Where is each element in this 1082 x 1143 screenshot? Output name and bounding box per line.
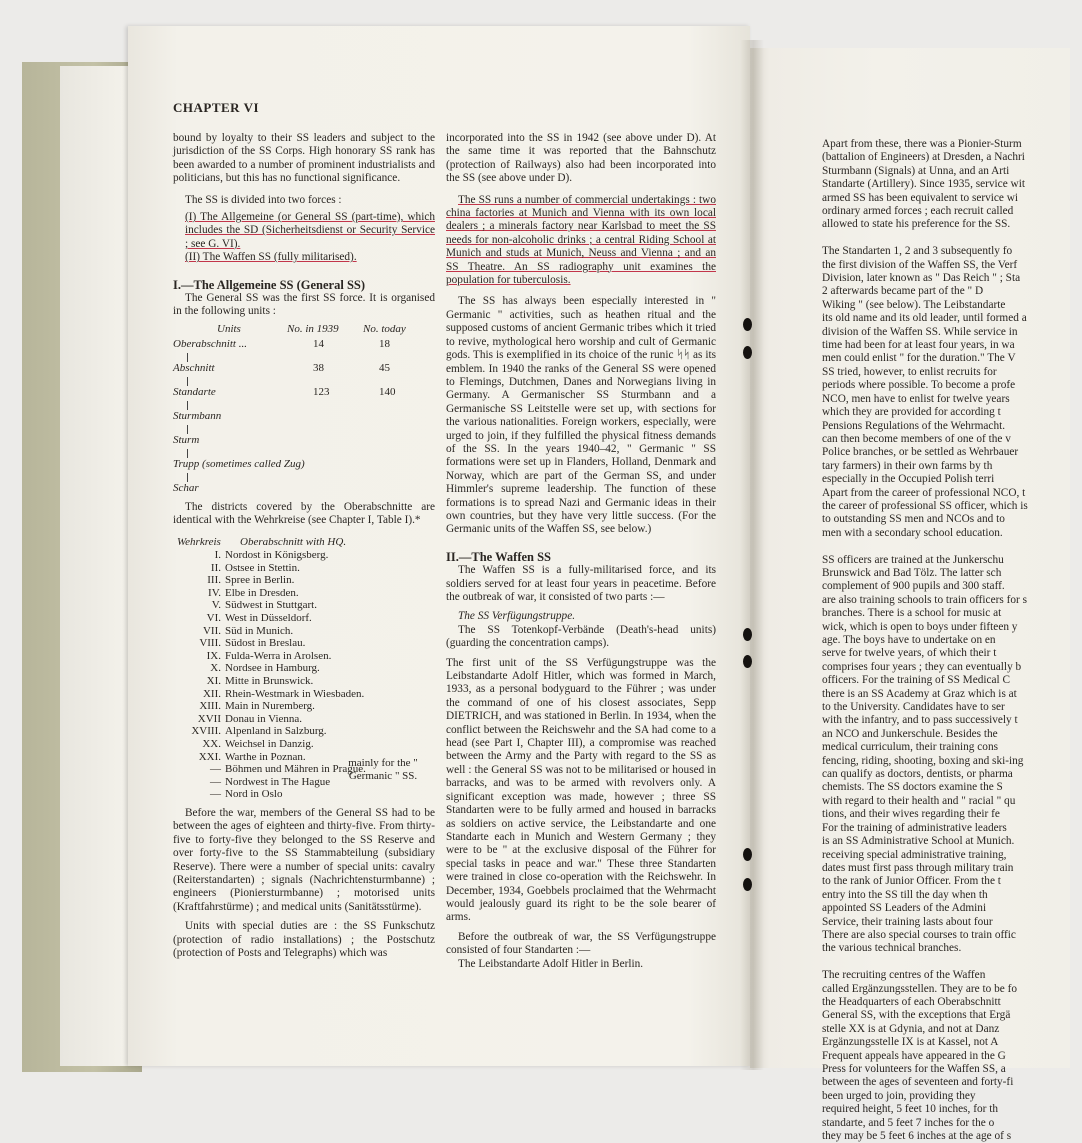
- unit-count-1939: 38: [313, 361, 324, 374]
- wehrkreis-number: XX.: [202, 738, 221, 750]
- wehrkreis-number: V.: [211, 599, 221, 612]
- paragraph-commercial: The SS runs a number of commercial undertakings : two china factories at Munich and Vienna with its own local dealers ; a minerals factory near Karlsbad to meet the SS needs for non-alcoholic drinks ; a central Riding School at Munich and studs at Munich, Neuss and Vienna ; and an SS Theatre. An SS radiography unit examines the population for tuberculosis.: [446, 193, 716, 287]
- wehrkreis-row: [183, 700, 366, 713]
- wehrkreis-number: XVII: [197, 712, 221, 725]
- text-line: Division, later known as " Das Reich " ; Sta: [822, 272, 1021, 285]
- units-table: [173, 323, 435, 497]
- wehrkreis-row: [183, 549, 366, 562]
- unit-name: Abschnitt: [173, 361, 215, 374]
- unit-row: [173, 386, 435, 401]
- text-line: with the infantry, and to pass successively t: [822, 714, 1018, 727]
- text-line: to outstanding SS men and NCOs and to: [822, 513, 1005, 526]
- oberabschnitt-hq: Mitte in Brunswick.: [225, 675, 314, 688]
- text-line: time had been for at least four years, in wa: [822, 339, 1015, 352]
- wehrkreis-row: [183, 725, 366, 738]
- text-line: [822, 232, 1082, 245]
- text-line: [822, 956, 1082, 969]
- units-header: Units No. in 1939 No. today: [217, 322, 406, 335]
- text-line: men could enlist " for the duration." The V: [822, 352, 1016, 365]
- wehrkreis-number: XIII.: [199, 700, 221, 713]
- unit-row: [173, 338, 435, 353]
- text-line: [822, 540, 1082, 553]
- binding-hole: [743, 878, 752, 891]
- paragraph: The SS is divided into two forces :: [185, 193, 342, 206]
- text-line: SS officers are trained at the Junkerschu: [822, 553, 1004, 566]
- text-line: entry into the SS till the day when th: [822, 888, 988, 901]
- unit-name: Sturmbann: [173, 409, 222, 422]
- wehrkreis-row: [183, 612, 366, 625]
- text-line: chemists. The SS doctors examine the S: [822, 781, 1003, 794]
- oberabschnitt-hq: Nord in Oslo: [225, 788, 283, 801]
- wehrkreis-row: [183, 574, 366, 587]
- unit-name: Standarte: [173, 385, 216, 398]
- text-line: men with a secondary school education.: [822, 526, 1003, 539]
- text-line: comprises four years ; they can eventually b: [822, 660, 1022, 673]
- text-line: (battalion of Engineers) at Dresden, a Nachri: [822, 151, 1025, 164]
- text-line: the first division of the Waffen SS, the Verf: [822, 258, 1018, 271]
- unit-name: Schar: [173, 481, 199, 494]
- oberabschnitt-hq: Nordost in Königsberg.: [225, 549, 329, 562]
- unit-name: Sturm: [173, 433, 200, 446]
- text-line: the career of professional SS officer, which is: [822, 499, 1028, 512]
- wehrkreis-number: IV.: [208, 586, 221, 599]
- text-line: NCO, men have to enlist for twelve years: [822, 392, 1010, 405]
- hierarchy-connector: [187, 377, 435, 386]
- oberabschnitt-hq: Warthe in Poznan.: [225, 750, 306, 763]
- wehrkreis-number: —: [210, 788, 221, 801]
- oberabschnitt-hq: Fulda-Werra in Arolsen.: [225, 649, 332, 662]
- paragraph: The General SS was the first SS force. It is organised in the following units :: [173, 292, 435, 318]
- wehrkreis-row: [183, 713, 366, 726]
- oberabschnitt-hq: Alpenland in Salzburg.: [225, 725, 327, 738]
- oberabschnitt-hq: Böhmen und Mähren in Prague.: [225, 763, 366, 776]
- text-line: to the University. Candidates have to ser: [822, 701, 1005, 714]
- wehrkreis-number: XII.: [202, 687, 221, 700]
- paragraph: The SS Verfügungstruppe.: [458, 610, 576, 623]
- wehrkreis-row: [183, 637, 366, 650]
- text-line: The recruiting centres of the Waffen: [822, 969, 986, 982]
- hierarchy-connector: [187, 473, 435, 482]
- book-gutter: [740, 40, 764, 1070]
- unit-row: [173, 482, 435, 497]
- oberabschnitt-hq: Süd in Munich.: [225, 624, 294, 637]
- text-line: branches. There is a school for music at: [822, 607, 1002, 620]
- text-line: Pensions Regulations of the Wehrmacht.: [822, 419, 1006, 432]
- text-line: the Headquarters of each Oberabschnitt: [822, 995, 1001, 1008]
- text-line: age. The boys have to undertake on en: [822, 634, 996, 646]
- paragraph: The Leibstandarte Adolf Hitler in Berlin.: [458, 957, 644, 970]
- text-line: receiving special administrative training,: [822, 848, 1007, 861]
- text-line: between the ages of seventeen and forty-fi: [822, 1076, 1014, 1089]
- oberabschnitt-hq: Nordwest in The Hague: [225, 775, 331, 788]
- paragraph: incorporated into the SS in 1942 (see above under D). At the same time it was reported that the Bahnschutz (protection of Railways) also had been incorporated into the SS (see above under D).: [446, 132, 716, 185]
- text-line: division of the Waffen SS. While service in: [822, 325, 1018, 338]
- paragraph: The SS Totenkopf-Verbände (Death's-head units) (guarding the concentration camps).: [446, 623, 716, 650]
- text-line: there is an SS Academy at Graz which is at: [822, 687, 1017, 700]
- text-line: stelle XX is at Gdynia, and not at Danz: [822, 1022, 1000, 1035]
- wehrkreis-row: [183, 625, 366, 638]
- middle-column: [446, 132, 716, 971]
- wehrkreis-number: —: [210, 775, 221, 788]
- oberabschnitt-hq: Südost in Breslau.: [225, 637, 306, 650]
- text-line: its old name and its old leader, until formed a: [822, 312, 1027, 325]
- text-line: There are also special courses to train offic: [822, 928, 1016, 941]
- oberabschnitt-hq: Nordsee in Hamburg.: [225, 662, 320, 675]
- text-line: the various technical branches.: [822, 942, 962, 955]
- unit-count-today: 45: [379, 361, 390, 374]
- wehrkreis-number: VII.: [202, 624, 221, 637]
- paragraph: The Waffen SS is a fully-militarised force, and its soldiers served for at least four years in peacetime. Before the outbreak of war, it consisted of two parts :—: [446, 564, 716, 603]
- paragraph-allgemeine: (I) The Allgemeine (or General SS (part-time), which includes the SD (Sicherheitsdienst or Security Service ; see G. VI).: [185, 211, 435, 250]
- wehrkreis-row: [183, 675, 366, 688]
- hierarchy-connector: [187, 353, 435, 362]
- paragraph: The districts covered by the Oberabschnitte are identical with the Wehrkreise (see Chapter I, Table I).*: [173, 500, 435, 527]
- text-line: required height, 5 feet 10 inches, for th: [822, 1103, 998, 1116]
- text-line: SS tried, however, to enlist recruits for: [822, 365, 997, 378]
- oberabschnitt-hq: Elbe in Dresden.: [225, 586, 299, 599]
- text-line: Apart from the career of professional NCO, t: [822, 486, 1026, 499]
- text-line: with regard to their health and " racial " qu: [822, 794, 1016, 807]
- text-line: standarte, and 5 feet 7 inches for the o: [822, 1116, 995, 1129]
- text-line: which they are provided for according t: [822, 406, 1001, 419]
- binding-hole: [743, 346, 752, 359]
- wehrkreis-number: IX.: [206, 649, 221, 662]
- wehrkreis-row: [183, 688, 366, 701]
- text-line: dates must first pass through military train: [822, 861, 1014, 874]
- paragraph: Before the war, members of the General SS had to be between the ages of eighteen and thirty-five. From thirty-five to forty-five they belonged to the SS Reserve and over forty-five to the SS Stammabteilung (subsidiary Reserve). There were a number of special units: cavalry (Reiterstandarten) ; signals (Nachrichtensturmbanne) ; engineers (Pioniersturmbanne) ; motorised units (Kraftfahrstürme) ; and medical units (Sanitätsstürme).: [173, 806, 435, 913]
- paragraph: Units with special duties are : the SS Funkschutz (protection of radio installations) ; the Postschutz (protection of Posts and Telegraphs) which was: [173, 920, 435, 960]
- unit-count-today: 140: [379, 385, 396, 398]
- wehrkreis-row: [183, 599, 366, 612]
- wehrkreis-note: mainly for the " Germanic " SS.: [348, 756, 418, 782]
- text-line: 2 afterwards became part of the " D: [822, 285, 984, 298]
- wehrkreis-row: [183, 650, 366, 663]
- wehrkreis-number: XXI.: [198, 750, 221, 763]
- text-line: Sturmbann (Signals) at Unna, and an Arti: [822, 164, 1010, 177]
- text-line: been urged to join, providing they: [822, 1089, 976, 1102]
- text-line: can qualify as doctors, dentists, or pharma: [822, 768, 1013, 781]
- wehrkreis-row: [183, 776, 366, 789]
- right-page-column: [822, 138, 1082, 1143]
- unit-rows: [173, 338, 435, 497]
- text-line: Apart from these, there was a Pionier-Sturm: [822, 138, 1022, 150]
- binding-hole: [743, 848, 752, 861]
- section-heading-waffen-ss: II.—The Waffen SS: [446, 549, 552, 564]
- text-line: Press for volunteers for the Waffen SS, a: [822, 1062, 1006, 1075]
- oberabschnitt-hq: Rhein-Westmark in Wiesbaden.: [225, 687, 365, 700]
- wehrkreis-number: I.: [214, 549, 221, 562]
- binding-hole: [743, 655, 752, 668]
- wehrkreis-table: [183, 549, 366, 801]
- oberabschnitt-hq: Ostsee in Stettin.: [225, 561, 300, 574]
- oberabschnitt-hq: Donau in Vienna.: [225, 712, 303, 725]
- hierarchy-connector: [187, 401, 435, 410]
- text-line: is an SS Administrative School at Munich.: [822, 835, 1015, 848]
- wehrkreis-number: XI.: [206, 675, 221, 688]
- text-line: wick, which is open to boys under fifteen y: [822, 620, 1018, 633]
- text-line: For the training of administrative leaders: [822, 821, 1007, 834]
- text-line: Ergänzungsstelle IX is at Kassel, not A: [822, 1036, 999, 1049]
- paragraph: The first unit of the SS Verfügungstruppe was the Leibstandarte Adolf Hitler, which was formed in March, 1933, as a personal bodyguard to the Führer ; was under the command of one of his closest associates, Sepp DIETRICH, and was stationed in Berlin. In 1934, when the conflict between the Reichswehr and the SA had come to a head (see Part I, Chapter III), a compromise was reached between the Army and the Party with regard to the SS as well : the General SS was not to be militarised or housed in barracks, and was to be armed with revolvers only. A significant exception was made, however ; three SS Standarten were to be fully armed and housed in barracks as soldiers on active service, the Leibstandarte and one Standarte each in Munich and Western Germany ; they were to be " at the exclusive disposal of the Führer for special tasks in peace and war." These three Standarten were trained in close co-operation with the Reichswehr. In December, 1934, Goebbels proclaimed that the Wehrmacht would jealously guard its right to be the sole bearer of arms.: [446, 656, 716, 924]
- text-line: tions, and their wives regarding their fe: [822, 808, 1000, 821]
- text-line: fencing, riding, shooting, boxing and ski-ing: [822, 754, 1024, 767]
- wehrkreis-header: Wehrkreis Oberabschnitt with HQ.: [177, 535, 347, 548]
- section-heading-general-ss: I.—The Allgemeine SS (General SS): [173, 277, 366, 292]
- text-line: they may be 5 feet 6 inches at the age of s: [822, 1130, 1012, 1143]
- wehrkreis-number: VIII.: [199, 637, 221, 650]
- unit-row: [173, 410, 435, 425]
- paragraph: Before the outbreak of war, the SS Verfügungstruppe consisted of four Standarten :—: [446, 930, 716, 957]
- paragraph-waffen: (II) The Waffen SS (fully militarised).: [185, 251, 357, 264]
- text-line: Frequent appeals have appeared in the G: [822, 1049, 1006, 1062]
- paragraph: bound by loyalty to their SS leaders and subject to the jurisdiction of the SS Corps. High honorary SS rank has been awarded to a number of prominent industrialists and politicians, but this has no functional significance.: [173, 132, 435, 185]
- text-line: Wiking " (see below). The Leibstandarte: [822, 298, 1006, 311]
- text-line: periods where possible. To become a profe: [822, 379, 1016, 392]
- text-line: complement of 900 pupils and 300 staff.: [822, 580, 1005, 593]
- text-line: especially in the Occupied Polish terri: [822, 473, 995, 486]
- wehrkreis-row: [183, 562, 366, 575]
- binding-hole: [743, 318, 752, 331]
- text-line: called Ergänzungsstellen. They are to be fo: [822, 982, 1018, 995]
- paragraph: The SS has always been especially interested in " Germanic " activities, such as heathen ritual and the supposed customs of ancient Germanic tribes which it tried to revive, mythological hero worship and cult of Germanic gods. This is exemplified in its choice of the runic ᛋᛋ as its emblem. In 1940 the ranks of the General SS were opened to Flemings, Dutchmen, Danes and Norwegians living in Germany. A Germanischer SS Sturmbann and a Germanische SS Leitstelle were set up, with sections for the various nationalities. Foreign workers, especially, were urged to join, if they fulfilled the physical fitness demands of the SS. In the years 1940–42, " Germanic " SS formations were set up in Flanders, Holland, Denmark and Norway, which are part of the German SS, and under Himmler's supreme leadership. The function of these formations is to spread Nazi and Germanic ideas in their own countries, but they have very little success. (For the Germanic units of the Waffen SS, see below.): [446, 295, 716, 536]
- text-line: officers. For the training of SS Medical C: [822, 674, 1011, 687]
- wehrkreis-row: [183, 662, 366, 675]
- unit-count-today: 18: [379, 337, 390, 350]
- wehrkreis-row: [183, 587, 366, 600]
- wehrkreis-number: VI.: [206, 612, 221, 625]
- wehrkreis-number: X.: [210, 662, 221, 675]
- text-line: to the rank of Junior Officer. From the t: [822, 875, 1001, 888]
- unit-count-1939: 14: [313, 337, 324, 350]
- left-column: [173, 132, 435, 960]
- binding-hole: [743, 628, 752, 641]
- hierarchy-connector: [187, 425, 435, 434]
- oberabschnitt-hq: Spree in Berlin.: [225, 574, 295, 587]
- text-line: Brunswick and Bad Tölz. The latter sch: [822, 566, 1002, 579]
- text-line: appointed SS Leaders of the Admini: [822, 902, 987, 915]
- wehrkreis-number: XVIII.: [191, 725, 221, 738]
- text-line: The Standarten 1, 2 and 3 subsequently fo: [822, 245, 1013, 258]
- text-line: are also training schools to train officers for s: [822, 593, 1027, 606]
- wehrkreis-number: III.: [207, 574, 221, 587]
- wehrkreis-row: [183, 788, 366, 801]
- unit-name: Trupp (sometimes called Zug): [173, 457, 305, 470]
- text-line: armed SS has been equivalent to service wi: [822, 191, 1019, 204]
- text-line: Service, their training lasts about four: [822, 915, 993, 928]
- unit-row: [173, 362, 435, 377]
- oberabschnitt-hq: West in Düsseldorf.: [225, 612, 312, 625]
- text-line: tary farmers) in their own farms by th: [822, 459, 993, 472]
- unit-row: [173, 458, 435, 473]
- text-line: allowed to state his preference for the SS.: [822, 218, 1011, 231]
- chapter-heading: CHAPTER VI: [173, 100, 260, 115]
- text-line: General SS, with the exceptions that Ergä: [822, 1009, 1011, 1022]
- text-line: can then become members of one of the v: [822, 432, 1011, 445]
- oberabschnitt-hq: Main in Nuremberg.: [225, 700, 315, 713]
- hierarchy-connector: [187, 449, 435, 458]
- text-line: medical curriculum, their training cons: [822, 741, 998, 754]
- text-line: serve for twelve years, of which their t: [822, 647, 997, 660]
- oberabschnitt-hq: Weichsel in Danzig.: [225, 738, 314, 750]
- wehrkreis-row: [183, 738, 366, 751]
- text-line: Police branches, or be settled as Wehrbauer: [822, 446, 1019, 459]
- unit-row: [173, 434, 435, 449]
- text-line: ordinary armed forces ; each recruit called: [822, 205, 1014, 218]
- text-line: Standarte (Artillery). Since 1935, service wit: [822, 178, 1025, 191]
- wehrkreis-number: II.: [210, 561, 221, 574]
- oberabschnitt-hq: Südwest in Stuttgart.: [225, 599, 317, 612]
- wehrkreis-row: [183, 763, 366, 776]
- text-line: an NCO and Junkerschule. Besides the: [822, 727, 998, 740]
- wehrkreis-row: [183, 751, 366, 764]
- unit-name: Oberabschnitt ...: [173, 337, 247, 350]
- wehrkreis-number: —: [210, 763, 221, 776]
- unit-count-1939: 123: [313, 385, 330, 398]
